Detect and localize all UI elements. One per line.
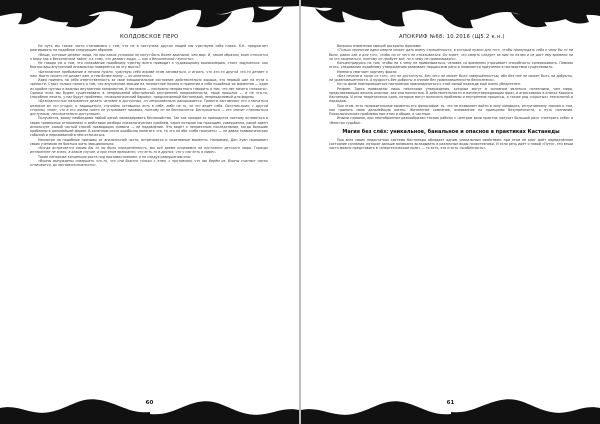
section-heading: Магия без слёз: уникальное, банальное и опасное в практиках Кастанеды (342, 128, 560, 135)
body-paragraph: Идея принять на себя ответственность за своё эмоциональное состояние действительно хороша, это первый шаг на пути к зрелости. Стоит только понять о том, что внутренние эмоции на личностное начало и принятие в себе подобных их моментов — один из крайне путных и важных внутренних конфликтов. И несложно — несложно неприятного говорить о том, что нет ничего «плохого». Однако если мы будем существовать в непрерывной обострённой внутренней напряжённости, наше прошлое — и не что-то, способное лечить, у нас будут проблемы, «психологический барьер», предсказанный Кастанедой, непреодолимый для формы. (30, 78, 268, 99)
quote-paragraph: «Только принятие идеи смерти может дать воину отрешённость, в которой нужно для того, чтобы принуждать себя к чему бы то ни было, равно как и для того, чтобы ни от чего не отказываться. Он знает, что смерть следует за ним по пятам и не даст ему времени ни за что зацепиться, поэтому он пробует всё, но к чему не привязываясь». (329, 48, 573, 61)
body-paragraph: Получается, воину необходимо любой ценой ликвидировать беспокойство. Так как каждое-то приходится поэтому оставаться в своих тревожных отношениях и действиях разбора психологических проблем, через которые мы проходим, совершенно, какой адепт использует самый частый способ ликвидации тревоги — её подавление. Это ведёт к неприятным последствиям, когда большие проблемы в дальнейшей форме. В конечном итоге ошибочно полагать что, то что он обо «себе поиграть» — не давая травматических событий и переживаний в нём отличаться. (30, 116, 268, 138)
quote-paragraph: «Безопасностью называется делать человек в доступных, он непроизвольно раскрывается. Тревоги заставляют его отличаться целиком во что угодно, и защищаться, случайно оставшись есть в себе, либо на то, за что ведёт себя. Охотник-воин, с другой стороны, знает, что в его жизни никто не устраивает никаких, поэтому он не беспокоится. Беспокоиться — это значит становиться доступным, несознательно доступным». (30, 99, 268, 116)
body-paragraph: Немного смягчает картину фраза: (337, 69, 398, 74)
body-paragraph: На путь мы также часто становимся с тем, что не в поступках других людей мы чувствуем себя плохо. К.К. предлагает реагировать на подобное следующим образом: (30, 44, 268, 53)
body-paragraph: Концентрируясь на том, чтобы ни к чему не привязываться, человек со временем утрачивает способность сопереживать. Помимо этого, следование подобному утверждению развивает нарциссизм рано и появляется приучение в последствии существовать. (329, 61, 573, 70)
quote-paragraph: «Когда встречается каким бы то ни было определённость, мы всё время опираемся на постоянно детского мира. Гораздо интереснее не знать, в каком случае, и при этом прекрасно, что есть-то в других, что у нас есть в мире». (30, 146, 268, 155)
running-head: КОЛДОВСКОЕ ПЕРО (120, 34, 179, 40)
running-head: АПОКРИФ №68: 10.2016 (Щ5.2 к.н.) (399, 34, 505, 40)
right-ornament-footer (301, 390, 600, 424)
body-paragraph: Резюме. Здесь приведены лишь некоторые утверждения, которые могут в основном являться полезными, чем мира, представляющих весьма опасные, как они полностью. В действительности и жизнеутверждающих фраз, и агрессивных в книгах Карлоса Кастанеды. И если теоретически одно, которые могут включать проблемы и внутренние процессы, а также ряд «скрытых» технологий и подходов. (329, 86, 573, 104)
body-paragraph: Несмотря на подобные призывы от аналогичной части, встречаются и позитивные моменты. Например, Дон Хуан призывает своих учеников не бояться жить эмоционально: (30, 137, 268, 146)
quote-paragraph: «Воины вынуждены совершать что-то, что они бьются только с этим, с противным, что мы берём из. Воины считают черты отличаются, до противоположности». (30, 158, 268, 167)
right-page (301, 0, 600, 424)
body-paragraph: Не говоря уж о том, что следование подобному чувству всего приводит к чудовищному высокомерию, стоит задуматься: как быстро ваш внутренний инквизитор повернётся на эту мысль? (30, 61, 268, 70)
text-column (329, 44, 573, 151)
quote-paragraph: «Вещи, которые делают люди, ни при каких условиях не могут быть более важными, чем мир. И, таким образом, воин относится к миру как к бесконечной тайне, а к тому, что делают люди, — как к бесконечной глупости». (30, 52, 268, 61)
body-paragraph: При всех своих недостатках система Кастанеды обладает одним уникальным свойством: при этом её книг даёт определённое состояние сознания, которое дальше возможно вкладывать в различные виды психотехники. И если речь идёт о новой «Пути», эти вещи часто можно представить в «энергетическом поле» — то есть, это и есть «особенность». (329, 137, 573, 151)
quote-paragraph: «Безопасное пребывание в печали нужно, чувствую себя вправе этим заниматься, и играть, что кто-то другой что-то делает к нам. Никто ничего не делает нам, а тем более воину — он искатель». (30, 69, 268, 78)
quote-paragraph: «Без печали и тоски от того, что не достигнуть. Без чего не может быть завершённостью, ибо без неё не может быть ни добрыты, ни уравновешенности. А мудрость без доброты и знание без уравновешенности бесполезны». (329, 73, 573, 82)
body-paragraph: Иными словами, при неотобранном разнообразии техник работы с центром воли практик получит большой риск «потерять себя» в «блестах судьбы». (329, 116, 573, 125)
body-paragraph: Но на фоне повторяющегося настроения присоединиться к этой самой надежде ещё очень убедителен. (337, 82, 521, 87)
left-page (0, 0, 299, 424)
text-column (30, 44, 268, 167)
body-paragraph: Вопросы изменения эмоций раскрыты фразами: (337, 44, 422, 48)
page-number: 60 (145, 400, 154, 406)
page-number: 61 (446, 400, 455, 406)
body-paragraph: При этом, есть положительные моменты его философии: то, что не позволяет войти в зону комфорта, интуитивному знанию о том, как принять свою дальнейшую жизнь. Жизненное сомнение, основанное на принципах безупречности, о путь познания. Психологические проблемы при этом и общие, и частные. (329, 103, 573, 116)
body-paragraph: Такие непохожа концепция роста под противостоянием, а не следуя разрушению она: (38, 154, 191, 159)
left-ornament-footer (0, 390, 299, 424)
